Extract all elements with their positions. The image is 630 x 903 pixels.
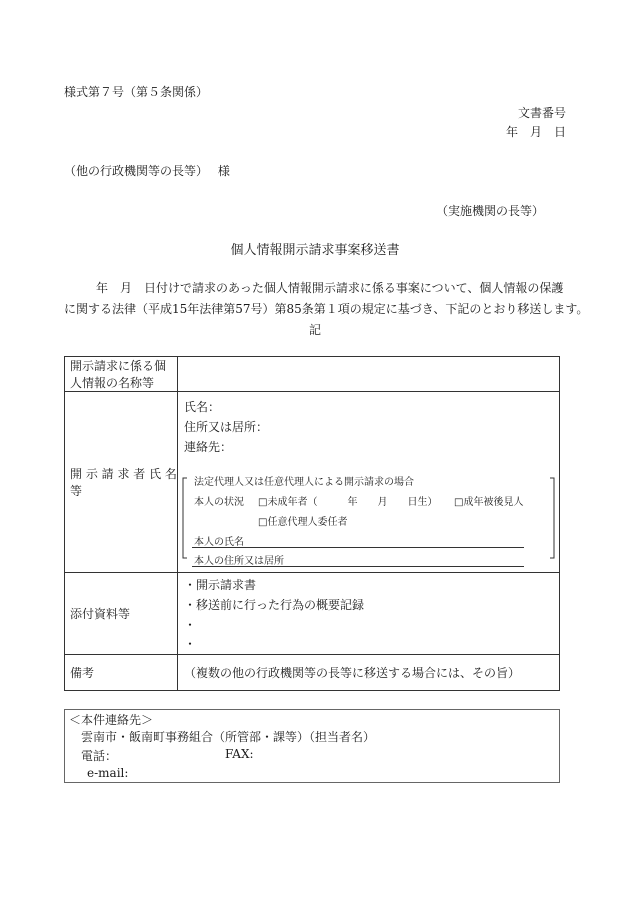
body-line-1: 年 月 日付けで請求のあった個人情報開示請求に係る事案について、個人情報の保護: [96, 281, 564, 295]
requester-address-label: 住所又は居所：: [184, 420, 269, 434]
row-label-information-name: [65, 357, 178, 392]
agent-heading: 法定代理人又は任意代理人による開示請求の場合: [194, 477, 414, 488]
table-row-remarks: [65, 655, 560, 691]
contact-heading: ＜本件連絡先＞: [69, 713, 154, 727]
row-label-line: 開 示 請 求 者 氏 名: [70, 467, 177, 481]
attachment-item: ・: [184, 637, 197, 651]
row-label-line: 等: [70, 484, 83, 498]
body-line-2: に関する法律（平成15年法律第57号）第85条第１項の規定に基づき、下記のとおり移送します。: [64, 302, 589, 316]
agent-status-label: 本人の状況: [194, 497, 244, 508]
table-row-requester: [65, 392, 560, 573]
attachment-item: ・開示請求書: [184, 578, 257, 592]
table-row-attachments: [65, 573, 560, 655]
agent-delegate-checkbox: □任意代理人委任者: [258, 517, 348, 528]
row-label-remarks: 備考: [65, 655, 178, 691]
ki-label: 記: [308, 323, 321, 337]
form-number: 様式第７号（第５条関係）: [64, 85, 209, 99]
attachment-item: ・: [184, 618, 197, 632]
person-name-underline: [192, 547, 524, 548]
document-title: 個人情報開示請求事案移送書: [230, 243, 400, 258]
row-label-line: 人情報の名称等: [70, 376, 155, 390]
transfer-details-table: [64, 356, 560, 691]
contact-organization: 雲南市・飯南町事務組合（所管部・課等）（担当者名）: [81, 730, 376, 744]
attachments-value: [178, 573, 560, 655]
table-row-information-name: [65, 357, 560, 392]
sender: （実施機関の長等）: [435, 204, 544, 218]
agent-minor-checkbox: □未成年者（ 年 月 日生）: [258, 497, 438, 508]
contact-email-label: e-mail:: [87, 766, 129, 780]
requester-value: [178, 392, 560, 573]
information-name-value: [178, 357, 560, 392]
agent-ward-checkbox: □成年被後見人: [454, 497, 524, 508]
person-address-underline: [192, 566, 524, 567]
document-number-label: 文書番号: [517, 106, 566, 120]
agent-person-name-label: 本人の氏名: [194, 537, 244, 548]
contact-fax-label: FAX:: [225, 747, 254, 761]
contact-phone-label: 電話：: [81, 749, 118, 763]
requester-name-label: 氏名：: [184, 400, 221, 414]
row-label-attachments: 添付資料等: [65, 573, 178, 655]
row-label-requester: [65, 392, 178, 573]
date-label: 年 月 日: [505, 125, 566, 139]
row-label-line: 開示請求に係る個: [70, 359, 167, 373]
addressee: （他の行政機関等の長等） 様: [64, 164, 230, 178]
requester-contact-label: 連絡先：: [184, 440, 233, 454]
agent-person-address-label: 本人の住所又は居所: [194, 556, 284, 567]
remarks-value: （複数の他の行政機関等の長等に移送する場合には、その旨）: [178, 655, 560, 691]
contact-box: [64, 709, 560, 783]
attachment-item: ・移送前に行った行為の概要記録: [184, 598, 365, 612]
